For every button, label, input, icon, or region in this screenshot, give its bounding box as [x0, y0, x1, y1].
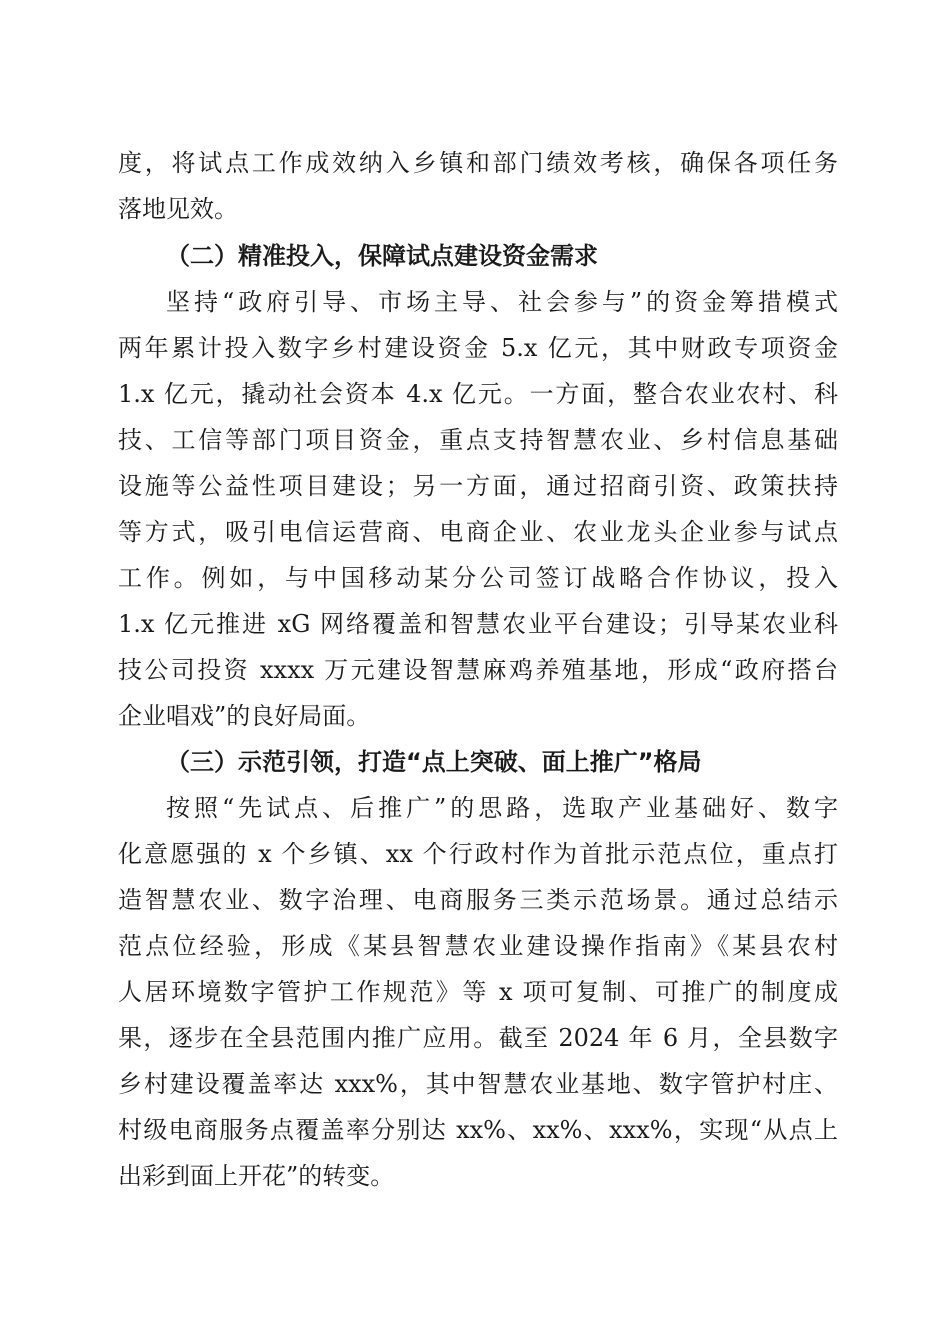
paragraph-line: 人居环境数字管护工作规范》等 x 项可复制、可推广的制度成 [118, 978, 838, 1006]
paragraph-line: 1.x 亿元推进 xG 网络覆盖和智慧农业平台建设；引导某农业科 [118, 610, 838, 638]
paragraph-line: 企业唱戏”的良好局面。 [118, 702, 371, 730]
paragraph-line: 造智慧农业、数字治理、电商服务三类示范场景。通过总结示 [118, 886, 838, 914]
paragraph-line: 两年累计投入数字乡村建设资金 5.x 亿元，其中财政专项资金 [118, 334, 838, 362]
paragraph-line: 1.x 亿元，撬动社会资本 4.x 亿元。一方面，整合农业农村、科 [118, 380, 838, 408]
section-heading-3: （三）示范引领，打造“点上突破、面上推广”格局 [166, 748, 702, 776]
paragraph-line: 等方式，吸引电信运营商、电商企业、农业龙头企业参与试点 [118, 518, 838, 546]
paragraph-line: 果，逐步在全县范围内推广应用。截至 2024 年 6 月，全县数字 [118, 1024, 838, 1052]
paragraph-line: 落地见效。 [118, 195, 238, 223]
paragraph-line: 乡村建设覆盖率达 xxx%，其中智慧农业基地、数字管护村庄、 [118, 1070, 838, 1098]
paragraph-line: 化意愿强的 x 个乡镇、xx 个行政村作为首批示范点位，重点打 [118, 840, 838, 868]
paragraph-line: 村级电商服务点覆盖率分别达 xx%、xx%、xxx%，实现“从点上 [118, 1116, 838, 1144]
paragraph-line: 按照“先试点、后推广”的思路，选取产业基础好、数字 [166, 794, 838, 822]
paragraph-line: 设施等公益性项目建设；另一方面，通过招商引资、政策扶持 [118, 472, 838, 500]
paragraph-line: 技、工信等部门项目资金，重点支持智慧农业、乡村信息基础 [118, 426, 838, 454]
paragraph-line: 度，将试点工作成效纳入乡镇和部门绩效考核，确保各项任务 [118, 149, 838, 177]
paragraph-line: 出彩到面上开花”的转变。 [118, 1162, 395, 1190]
paragraph-line: 坚持“政府引导、市场主导、社会参与”的资金筹措模式 [166, 288, 838, 316]
paragraph-line: 范点位经验，形成《某县智慧农业建设操作指南》《某县农村 [118, 932, 838, 960]
section-heading-2: （二）精准投入，保障试点建设资金需求 [166, 242, 598, 270]
paragraph-line: 技公司投资 xxxx 万元建设智慧麻鸡养殖基地，形成“政府搭台 [118, 656, 838, 684]
paragraph-line: 工作。例如，与中国移动某分公司签订战略合作协议，投入 [118, 564, 838, 592]
